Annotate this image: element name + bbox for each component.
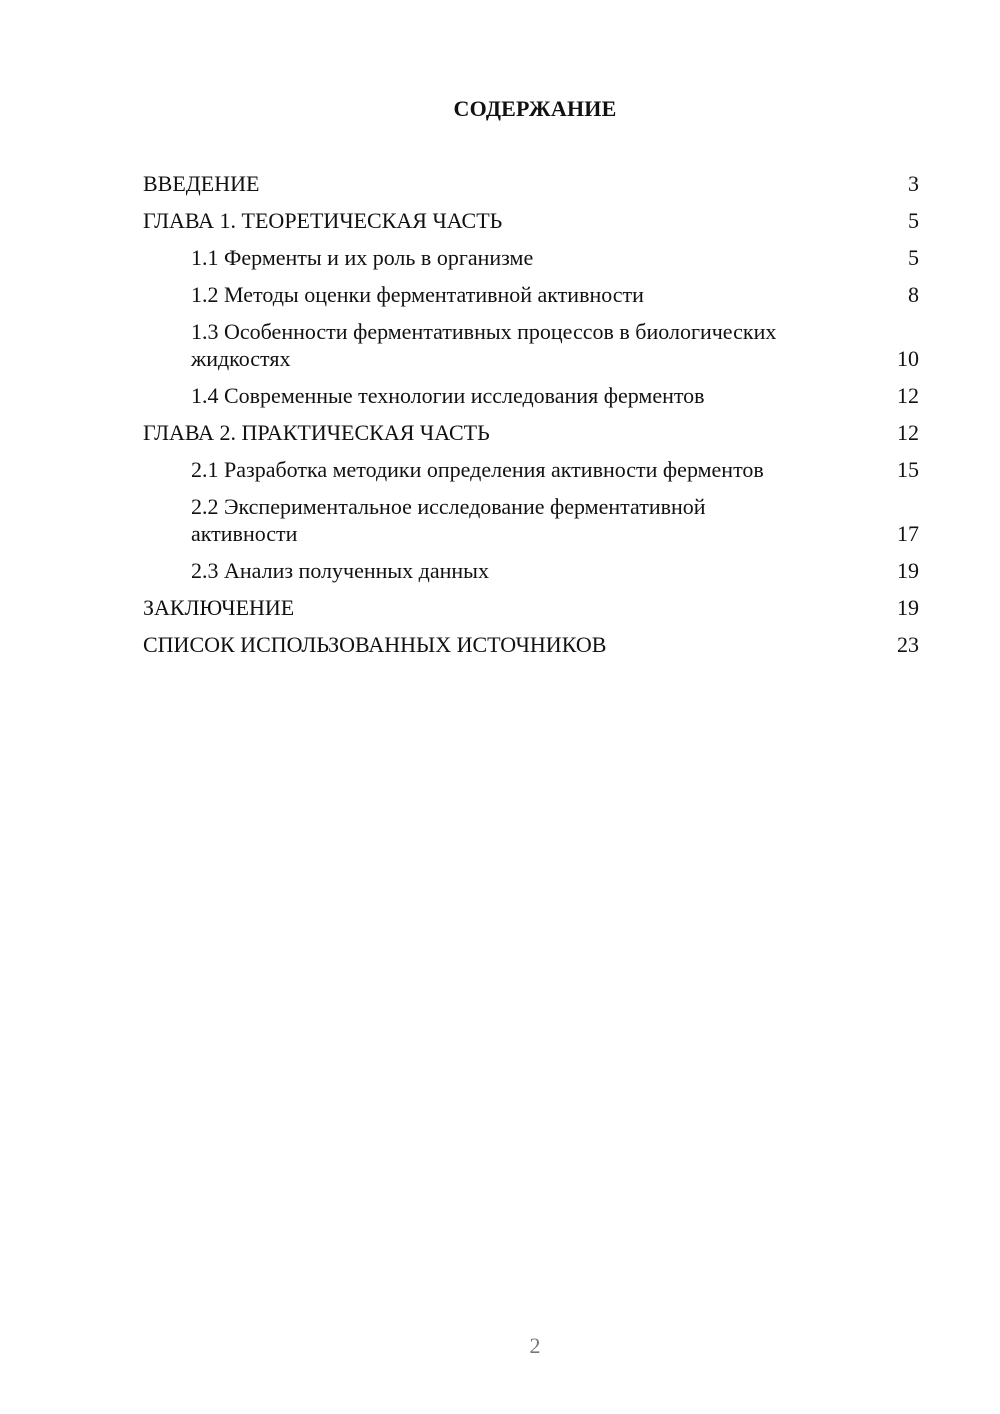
- toc-entry-section-2-1[interactable]: [143, 456, 919, 483]
- toc-entry-chapter-1[interactable]: [143, 207, 919, 234]
- toc-entry-references[interactable]: [143, 631, 919, 658]
- toc-entry-page: 8: [908, 282, 919, 307]
- toc-entry-text: ЗАКЛЮЧЕНИЕ: [143, 595, 295, 620]
- toc-entry-page: 19: [897, 558, 919, 583]
- toc-entry-page: 3: [908, 171, 919, 196]
- toc-entry-text: 1.3 Особенности ферментативных процессов в биологических жидкостях: [191, 319, 777, 371]
- toc-entry-page: 15: [897, 457, 919, 482]
- toc-entry-text: СПИСОК ИСПОЛЬЗОВАННЫХ ИСТОЧНИКОВ: [143, 632, 607, 657]
- toc-entry-page: 12: [897, 383, 919, 408]
- toc-entry-conclusion[interactable]: [143, 594, 919, 621]
- toc-entry-text: 1.2 Методы оценки ферментативной активности: [191, 282, 644, 307]
- toc-entry-page: 10: [897, 346, 919, 371]
- page-number: 2: [529, 1333, 541, 1358]
- toc-entry-page: 23: [897, 632, 919, 657]
- toc-entry-text: 2.3 Анализ полученных данных: [191, 558, 489, 583]
- toc-entry-section-1-3[interactable]: [143, 318, 919, 372]
- page-title: СОДЕРЖАНИЕ: [453, 96, 617, 121]
- toc-entry-page: 5: [908, 245, 919, 270]
- toc-entry-text: 2.2 Экспериментальное исследование ферментативной активности: [191, 494, 706, 546]
- toc-entry-page: 5: [908, 208, 919, 233]
- toc-entry-page: 17: [897, 521, 919, 546]
- toc-entry-text: ВВЕДЕНИЕ: [143, 171, 260, 196]
- toc-entry-text: ГЛАВА 2. ПРАКТИЧЕСКАЯ ЧАСТЬ: [143, 420, 490, 445]
- toc-entry-text: 1.4 Современные технологии исследования ферментов: [191, 383, 705, 408]
- toc-entry-section-2-2[interactable]: [143, 493, 919, 547]
- toc-entry-section-2-3[interactable]: [143, 557, 919, 584]
- toc-entry-text: ГЛАВА 1. ТЕОРЕТИЧЕСКАЯ ЧАСТЬ: [143, 208, 503, 233]
- table-of-contents: [143, 170, 919, 668]
- toc-entry-section-1-4[interactable]: [143, 382, 919, 409]
- toc-entry-page: 12: [897, 420, 919, 445]
- toc-entry-section-1-2[interactable]: [143, 281, 919, 308]
- toc-entry-text: 2.1 Разработка методики определения активности ферментов: [191, 457, 764, 482]
- toc-entry-page: 19: [897, 595, 919, 620]
- toc-entry-introduction[interactable]: [143, 170, 919, 197]
- toc-entry-chapter-2[interactable]: [143, 419, 919, 446]
- toc-entry-section-1-1[interactable]: [143, 244, 919, 271]
- toc-entry-text: 1.1 Ферменты и их роль в организме: [191, 245, 534, 270]
